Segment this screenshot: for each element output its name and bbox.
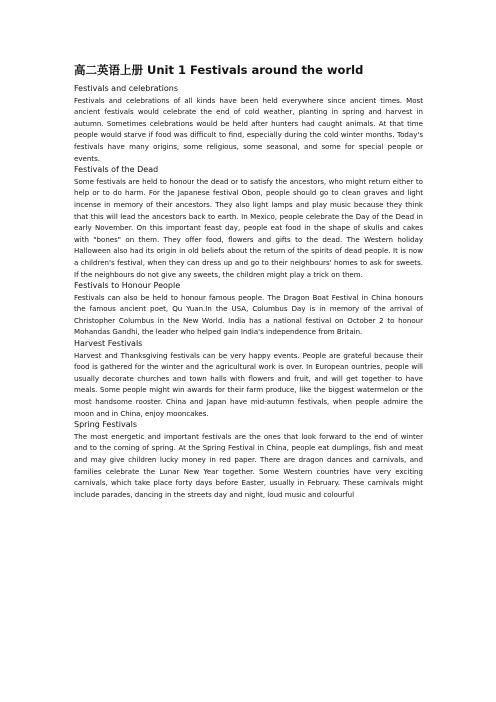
section-heading-harvest-festivals: Harvest Festivals (74, 339, 143, 349)
document-page (74, 62, 423, 500)
document-title: 高二英语上册 Unit 1 Festivals around the world (74, 63, 364, 77)
section-heading-spring-festivals: Spring Festivals (74, 420, 137, 430)
section-heading-festivals-and-celebrations: Festivals and celebrations (74, 84, 179, 93)
section-body-spring-festivals: The most energetic and important festivals are the ones that look forward to the end of winter and to the coming of spring. At the Spring Festival in China, people eat dumplings, fish and meat and may give children lucky money in red paper. There are dragon dances and carnivals, and families celebrate the Lunar New Year together. Some Western countries have very exciting carnivals, which take place forty days before Easter, usually in February. These carnivals might include parades, dancing in the streets day and night, loud music and colourful (74, 431, 423, 499)
section-body-harvest-festivals: Harvest and Thanksgiving festivals can be very happy events. People are grateful because their food is gathered for the winter and the agricultural work is over. In European ountries, people will usually decorate churches and town halls with flowers and fruit, and will get together to have meals. Some people might win awards for their farm produce, like the biggest watermelon or the most handsome rooster. China and Japan have mid-autumn festivals, when people admire the moon and in China, enjoy mooncakes. (74, 350, 423, 418)
section-heading-festivals-to-honour-people: Festivals to Honour People (74, 281, 181, 291)
section-body-festivals-to-honour-people: Festivals can also be held to honour famous people. The Dragon Boat Festival in China honours the famous ancient poet, Qu Yuan.In the USA, Columbus Day is in memory of the arrival of Christopher Columbus in the New World. India has a national festival on October 2 to honour Mohandas Gandhi, the leader who helped gain India's independence from Britain. (74, 292, 423, 337)
section-body-festivals-and-celebrations: Festivals and celebrations of all kinds have been held everywhere since ancient times. Most ancient festivals would celebrate the end of cold weather, planting in spring and harvest in autumn. Sometimes celebrations would be held after hunters had caught animals. At that time people would starve if food was difficult to find, especially during the cold winter months. Today's festivals have many origins, some religious, some seasonal, and some for special people or events. (74, 95, 423, 163)
section-body-festivals-of-the-dead: Some festivals are held to honour the dead or to satisfy the ancestors, who might return either to help or to do harm. For the Japanese festival Obon, people should go to clean graves and light incense in memory of their ancestors. They also light lamps and play music because they think that this will lead the ancestors back to earth. In Mexico, people celebrate the Day of the Dead in early November. On this important feast day, people eat food in the shape of skulls and cakes with "bones" on them. They offer food, flowers and gifts to the dead. The Western holiday Halloween also had its origin in old beliefs about the return of the spirits of dead people. It is now a children's festival, when they can dress up and go to their neighbours' homes to ask for sweets. If the neighbours do not give any sweets, the children might play a trick on them. (74, 176, 423, 279)
section-heading-festivals-of-the-dead: Festivals of the Dead (74, 165, 159, 175)
